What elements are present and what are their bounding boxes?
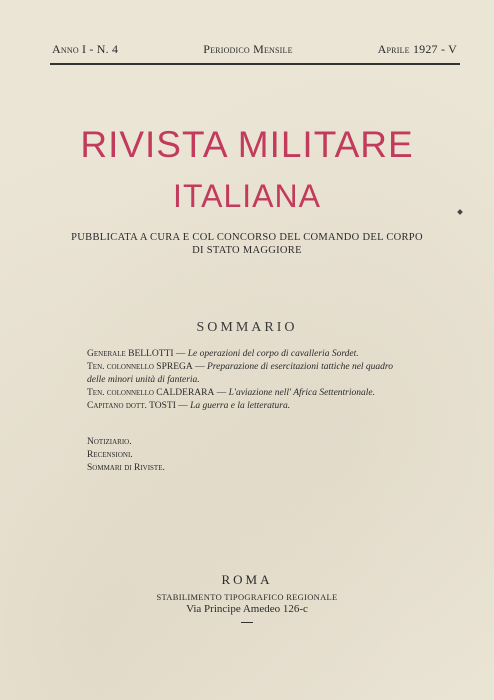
entry-author: Capitano dott. TOSTI — [87, 401, 176, 411]
entry-title: Le operazioni del corpo di cavalleria Sordet. — [187, 349, 359, 359]
masthead-rule — [50, 63, 460, 65]
entry-separator: — — [173, 349, 188, 359]
subtitle-line2: DI STATO MAGGIORE — [192, 245, 302, 256]
journal-title-line2: ITALIANA — [173, 178, 321, 214]
masthead — [52, 42, 457, 57]
imprint-address: Via Principe Amedeo 126-c — [186, 603, 308, 615]
misc-item: Sommari di Riviste. — [87, 463, 165, 473]
imprint-printer: STABILIMENTO TIPOGRAFICO REGIONALE — [156, 592, 338, 602]
entry-author: Ten. colonnello SPREGA — [87, 362, 193, 372]
contents-entry — [87, 400, 399, 413]
entry-author: Ten. colonnello CALDERARA — [87, 388, 215, 398]
imprint — [0, 572, 494, 623]
imprint-dash — [241, 622, 253, 623]
entry-title: Preparazione di esercitazioni tattiche nel quadro delle minori unità di fanteria. — [87, 362, 394, 385]
contents-entry — [87, 387, 399, 400]
contents-list — [87, 348, 399, 413]
imprint-city: ROMA — [221, 572, 273, 587]
misc-item: Recensioni. — [87, 450, 133, 460]
issue-date: Aprile 1927 - V — [377, 42, 457, 56]
entry-author: Generale BELLOTTI — [87, 349, 174, 359]
issue-number: Anno I - N. 4 — [52, 42, 119, 56]
misc-sections — [87, 436, 387, 475]
entry-title: La guerra e la letteratura. — [190, 401, 291, 411]
contents-entry — [87, 348, 399, 361]
periodicity: Periodico Mensile — [203, 42, 293, 56]
subtitle-line1: PUBBLICATA A CURA E COL CONCORSO DEL COMANDO DEL CORPO — [71, 232, 423, 243]
entry-separator: — — [192, 362, 207, 372]
contents-heading: SOMMARIO — [196, 320, 298, 335]
misc-item: Notiziario. — [87, 437, 132, 447]
journal-title-line1: RIVISTA MILITARE — [80, 124, 414, 165]
contents-entry — [87, 361, 399, 387]
entry-separator: — — [214, 388, 229, 398]
entry-separator: — — [175, 401, 191, 411]
entry-title: L'aviazione nell' Africa Settentrionale. — [228, 388, 375, 398]
